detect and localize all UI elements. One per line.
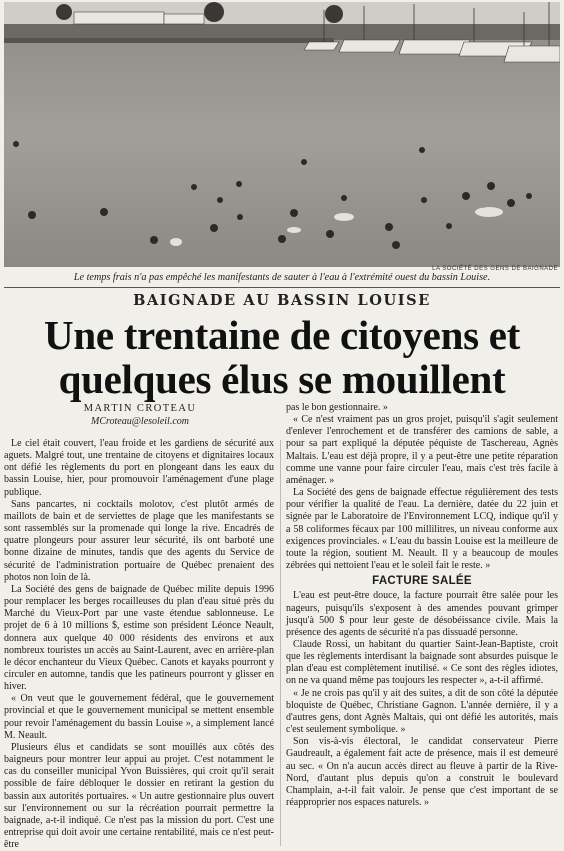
headline-line: quelques élus se mouillent <box>58 356 506 402</box>
paragraph: « Ce n'est vraiment pas un gros projet, puisqu'il s'agit seulement d'enlever l'enrochement et de transférer des camions de sable, a pour sa part expliqué la députée péquiste de Taschereau, Agnès Maltais. L'eau est déjà propre, il y a peut-être une petite réparation comme une vanne pour faire circuler l'eau, mais c'est très facile à aménager. » <box>286 414 558 486</box>
photo-credit: LA SOCIÉTÉ DES GENS DE BAIGNADE <box>432 266 558 272</box>
paragraph: Son vis-à-vis électoral, le candidat conservateur Pierre Gaudreault, a également fait acte de présence, mais il est demeuré au sec. « On n'a aucun accès direct au fleuve à partir de la Rive-Nord, d'autant plus depuis qu'on a construit le boulevard Champlain, a-t-il fait valoir. Je pense que c'est important de se réapproprier nos espaces naturels. » <box>286 736 558 808</box>
headline <box>0 313 564 401</box>
paragraph: Plusieurs élus et candidats se sont mouillés aux côtés des baigneurs pour montrer leur appui au projet. C'est notamment le cas du conseiller municipal Yvon Buissières, qui croit qu'il serait possible de faire débloquer le dossier en retirant la gestion du bassin aux autorités portuaires. « Un autre gestionnaire plus ouvert sur l'environnement ou sur la récréation pourrait permettre la baignade, a-t-il indiqué. Ce n'est pas la mission du port. C'est une entreprise qui doit avoir une certaine rentabilité, mais ce n'est peut-être <box>4 741 274 851</box>
paragraph: Le ciel était couvert, l'eau froide et les gardiens de sécurité aux aguets. Malgré tout, une trentaine de citoyens et dignitaires locaux ont défié les règlements du port en plongeant dans les eaux du bassin Louise, hier, pour promouvoir l'aménagement d'une plage publique. <box>4 438 274 498</box>
paragraph: Sans pancartes, ni cocktails molotov, c'est plutôt armés de maillots de bain et de serviettes de plage que les manifestants se sont rassemblés sur la promenade qui longe la rive. Encadrés de quatre plongeurs pour assurer leur sécurité, ils ont barboté une bonne dizaine de minutes, tandis que des agents du Service de sécurité de l'administration portuaire de Québec prenaient des photos non loin de là. <box>4 498 274 583</box>
photo-caption: Le temps frais n'a pas empêché les manifestants de sauter à l'eau à l'extrémité ouest du bassin Louise. <box>73 272 491 283</box>
paragraph: La Société des gens de baignade effectue régulièrement des tests pour vérifier la qualité de l'eau. La dernière, datée du 22 juin et signée par le Laboratoire de l'Environnement LCQ, indique qu'il y a 58 coliformes fécaux par 100 millilitres, un niveau conforme aux exigences provinciales. « L'eau du bassin Louise est la meilleure de toute la région, soutient M. Neault. Il y a beaucoup de moules zébrées qui nettoient l'eau et le soleil fait le reste. » <box>286 487 558 572</box>
article-column-right <box>286 402 558 809</box>
news-photo <box>4 2 560 267</box>
paragraph: pas le bon gestionnaire. » <box>286 402 388 413</box>
article-column-left <box>4 438 274 851</box>
subheading: FACTURE SALÉE <box>372 575 472 588</box>
paragraph: Claude Rossi, un habitant du quartier Saint-Jean-Baptiste, croit que les règlements interdisant la baignade sont absurdes puisque le plan d'eau est complètement inutilisé. « Ce sont des règles idiotes, on ne va quand même pas toujours les respecter », a-t-il affirmé. <box>286 638 558 687</box>
paragraph: La Société des gens de baignade de Québec milite depuis 1996 pour remplacer les berges rocailleuses du plan d'eau situé près du Marché du Vieux-Port par une vaste étendue sablonneuse. Le projet de 6 à 10 millions $, estime son président Léonce Neault, donnera aux quelque 40 000 résidents des environs et aux nombreux touristes un accès au Saint-Laurent, avec en arrière-plan le décor enchanteur du Vieux Québec. Canots et kayaks pourront y circuler en automne, tandis que les patineurs pourront y glisser en hiver. <box>4 583 274 693</box>
paragraph: « Je ne crois pas qu'il y ait des suites, a dit de son côté la députée bloquiste de Québec, Christiane Gagnon. L'année dernière, il y a d'autres gens, dont Agnès Maltais, qui ont défié les autorités, mais c'est seulement symbolique. » <box>286 687 558 736</box>
headline-line: Une trentaine de citoyens et <box>44 312 520 358</box>
column-divider <box>280 440 281 846</box>
kicker: BAIGNADE AU BASSIN LOUISE <box>133 292 431 309</box>
divider <box>4 287 560 288</box>
paragraph: « On veut que le gouvernement fédéral, que le gouvernement provincial et que le gouvernement municipal se mettent ensemble pour revoir l'aménagement du bassin Louise », a simplement lancé M. Neault. <box>4 693 274 741</box>
paragraph: L'eau est peut-être douce, la facture pourrait être salée pour les nageurs, puisqu'ils s'exposent à des amendes pouvant grimper jusqu'à 500 $ pour leur geste de désobéissance civile. Mais la présence des agents de sécurité n'a pas dissuadé personne. <box>286 590 558 638</box>
author-email[interactable]: MCroteau@lesoleil.com <box>91 416 189 427</box>
byline: MARTIN CROTEAU <box>83 403 197 414</box>
